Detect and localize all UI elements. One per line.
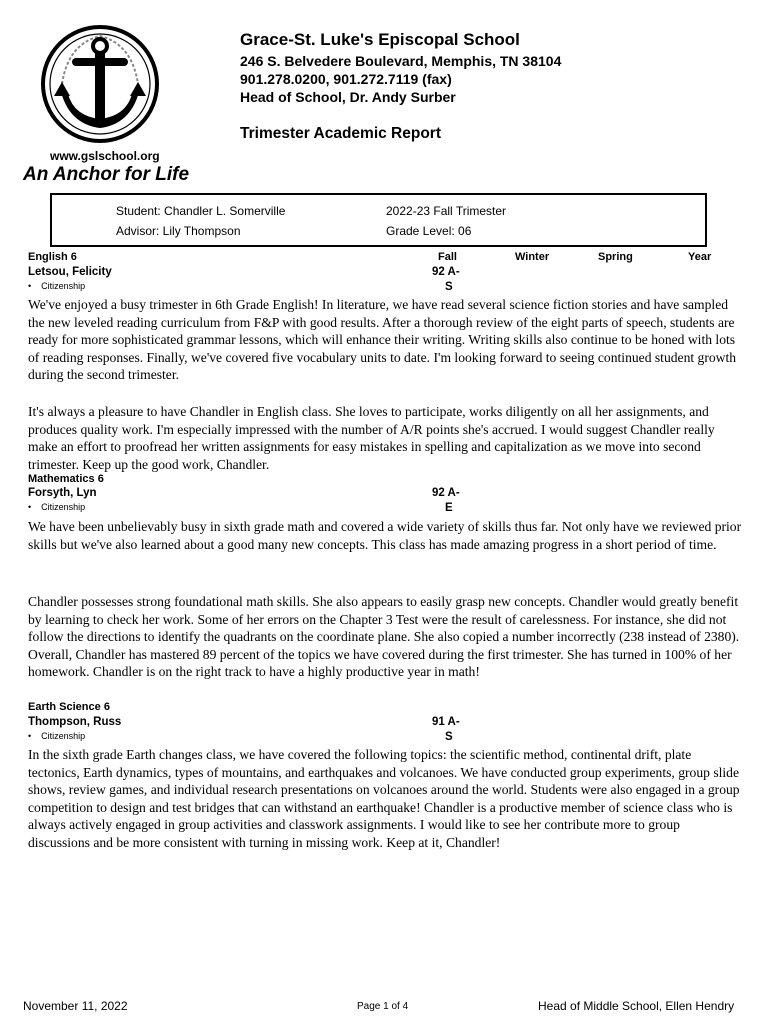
school-phone: 901.278.0200, 901.272.7119 (fax) bbox=[240, 71, 452, 87]
student-name: Student: Chandler L. Somerville bbox=[116, 204, 286, 218]
school-address: 246 S. Belvedere Boulevard, Memphis, TN 38104 bbox=[240, 53, 562, 69]
term: 2022-23 Fall Trimester bbox=[386, 204, 507, 218]
fall-grade: 92 A- bbox=[432, 266, 460, 278]
column-winter: Winter bbox=[515, 251, 550, 263]
citizenship-grade: E bbox=[445, 502, 453, 514]
citizenship-grade: S bbox=[445, 731, 453, 743]
report-title: Trimester Academic Report bbox=[240, 125, 442, 142]
citizenship-label: • Citizenship bbox=[28, 502, 86, 512]
anchor-icon bbox=[40, 24, 160, 144]
fall-grade: 91 A- bbox=[432, 716, 460, 728]
column-fall: Fall bbox=[438, 251, 457, 263]
course-comment: It's always a pleasure to have Chandler in English class. She loves to participate, works diligently on all her assignments, and produces quality work. I'm especially impressed with the number of A/R points she's accrued. I would suggest Chandler really make an effort to proofread her written assignments for easy mistakes in spelling and capitalization as we move into second trimester. Keep up the good work, Chandler. bbox=[28, 404, 715, 472]
citizenship-grade: S bbox=[445, 281, 453, 293]
teacher-name: Thompson, Russ bbox=[28, 716, 122, 728]
advisor-name: Advisor: Lily Thompson bbox=[116, 224, 241, 238]
column-year: Year bbox=[688, 251, 712, 263]
school-name: Grace-St. Luke's Episcopal School bbox=[240, 30, 520, 49]
course-comment: We have been unbelievably busy in sixth grade math and covered a wide variety of skills thus far. Not only have we reviewed prior skills but we've also learned about a good many new concepts. This class has made amazing progress in a short period of time. bbox=[28, 519, 742, 552]
citizenship-label: • Citizenship bbox=[28, 281, 86, 291]
course-title: Mathematics 6 bbox=[28, 473, 104, 485]
grade-level: Grade Level: 06 bbox=[386, 224, 472, 238]
course-comment: Chandler possesses strong foundational math skills. She also appears to easily grasp new concepts. Chandler would greatly benefit by learning to check her work. Some of her errors on the Chapter 3 Test were the result of carelessness. For instance, she did not follow the directions to identify the quadrants on the coordinate plane. She also copied a number incorrectly (238 instead of 2380). Overall, Chandler has mastered 89 percent of the topics we have covered during the first trimester. She has turned in 100% of her homework. Chandler is on the right track to have a highly productive year in math! bbox=[28, 594, 740, 680]
school-website[interactable]: www.gslschool.org bbox=[50, 149, 160, 163]
report-date: November 11, 2022 bbox=[23, 999, 128, 1013]
course-title: Earth Science 6 bbox=[28, 701, 110, 713]
course-comment: In the sixth grade Earth changes class, we have covered the following topics: the scientific method, continental drift, plate tectonics, Earth dynamics, types of mountains, and earthquakes and volcanoes. We have conducted group experiments, group slide shows, review games, and individual research presentations on volcanoes around the world. Students were also engaged in a group competition to design and test bridges that can withstand an earthquake! Chandler is a productive member of science class who is always actively engaged in group activities and classwork assignments. I would like to see her contribute more to group discussions and be more consistent with turning in missing work. Keep at it, Chandler! bbox=[28, 747, 740, 850]
teacher-name: Letsou, Felicity bbox=[28, 266, 112, 278]
teacher-name: Forsyth, Lyn bbox=[28, 487, 97, 499]
course-title: English 6 bbox=[28, 251, 77, 263]
column-spring: Spring bbox=[598, 251, 633, 263]
school-tagline: An Anchor for Life bbox=[23, 164, 190, 185]
fall-grade: 92 A- bbox=[432, 487, 460, 499]
student-info-box bbox=[50, 193, 707, 247]
head-of-school: Head of School, Dr. Andy Surber bbox=[240, 89, 456, 105]
course-comment: We've enjoyed a busy trimester in 6th Grade English! In literature, we have read several science fiction stories and have sampled the new leveled reading curriculum from F&P with good results. After a thorough review of the eight parts of speech, students are ready for more sophisticated grammar lessons, which will enhance their writing. Writing skills also continue to be honed with lots of reading responses. Finally, we've covered five vocabulary units to date. I'm looking forward to seeing continued student growth during the second trimester. bbox=[28, 297, 737, 383]
footer-signature: Head of Middle School, Ellen Hendry bbox=[538, 999, 735, 1013]
page-number: Page 1 of 4 bbox=[357, 1001, 409, 1012]
citizenship-label: • Citizenship bbox=[28, 731, 86, 741]
